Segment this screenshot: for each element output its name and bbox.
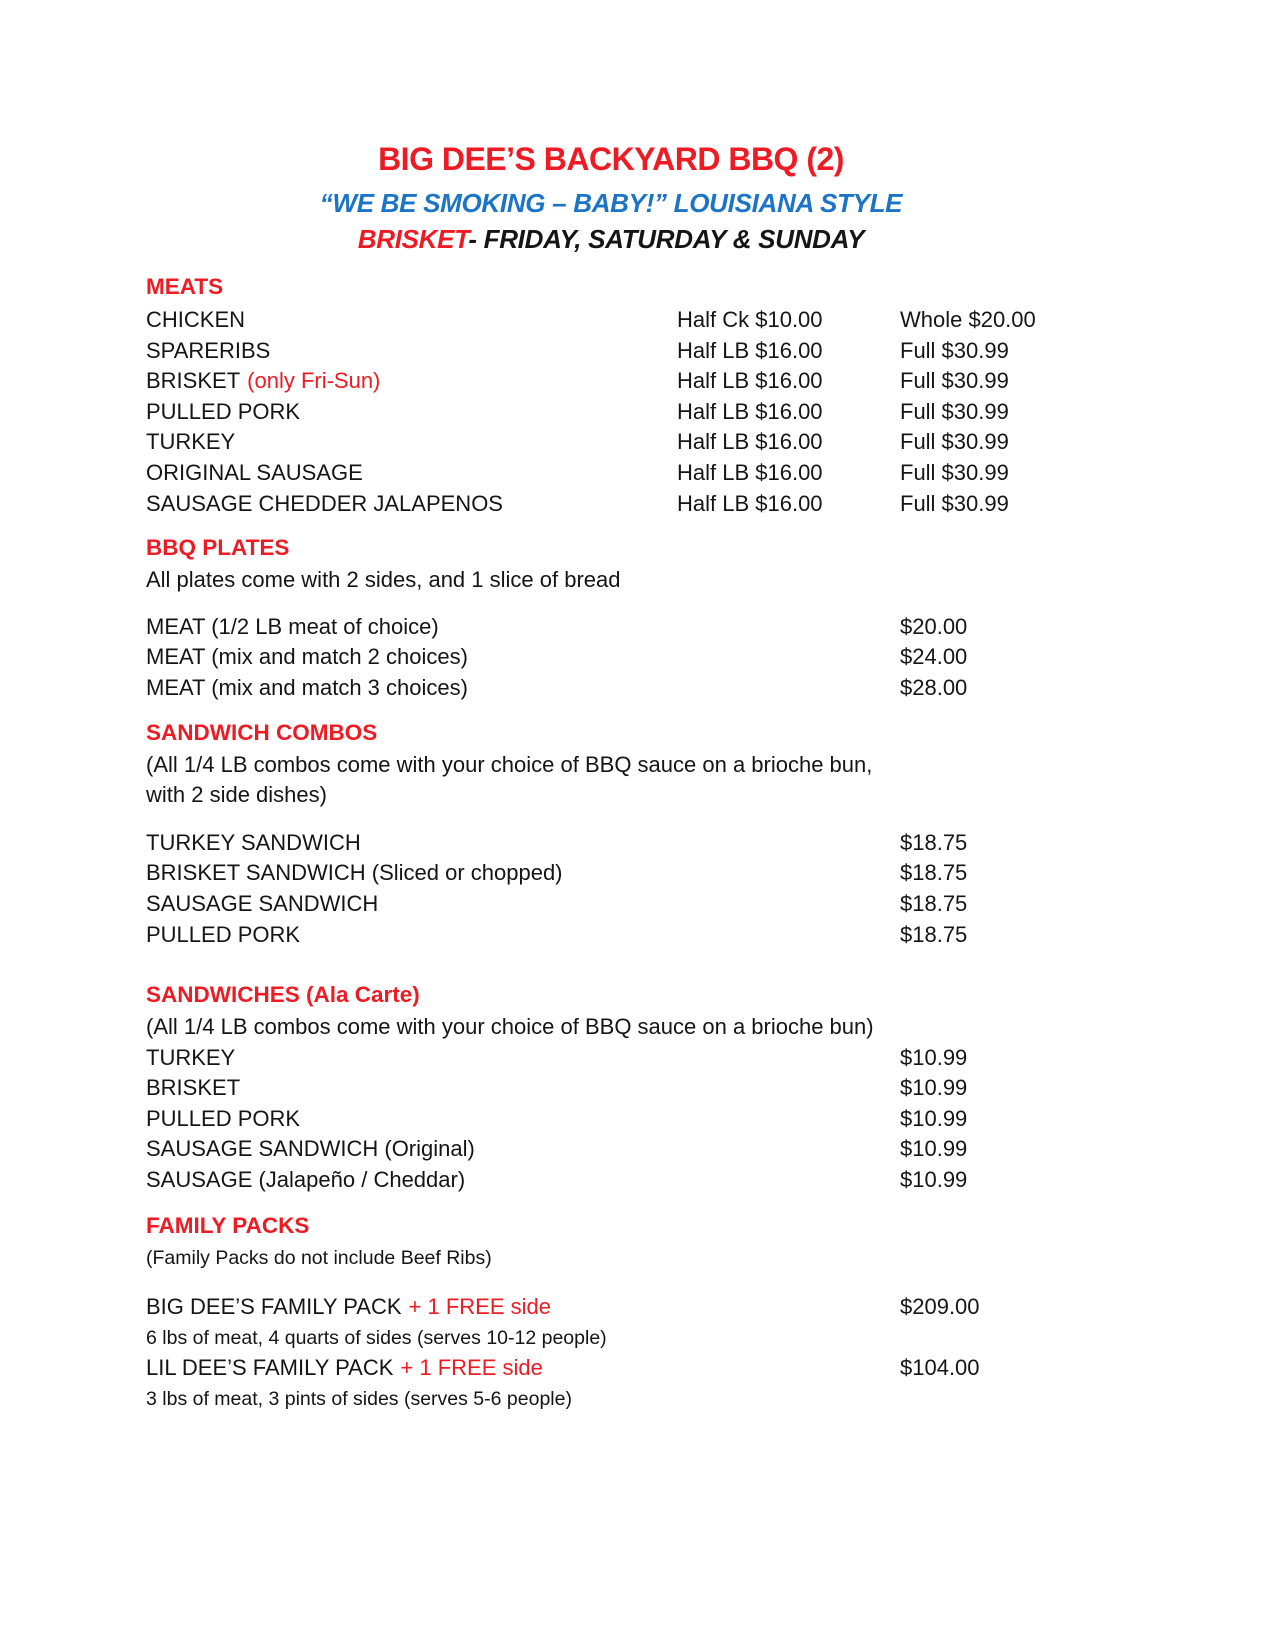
section-header: FAMILY PACKS — [146, 1212, 310, 1238]
item-name: SAUSAGE (Jalapeño / Cheddar) — [146, 1167, 466, 1193]
menu-row — [146, 1134, 1076, 1165]
item-name: PULLED PORK — [146, 1105, 301, 1131]
item-name: SAUSAGE SANDWICH (Original) — [146, 1136, 475, 1162]
menu-row — [146, 397, 1076, 428]
menu-row — [146, 458, 1076, 489]
section-sandwich-combos — [146, 721, 1076, 951]
item-price-half: Half LB $16.00 — [677, 368, 823, 394]
item-price-half: Half LB $16.00 — [677, 398, 823, 424]
item-price: $209.00 — [900, 1294, 980, 1320]
menu-row — [146, 305, 1076, 336]
item-name: MEAT (1/2 LB meat of choice) — [146, 613, 439, 639]
item-name: LIL DEE’S FAMILY PACK + 1 FREE side — [146, 1355, 543, 1381]
item-price-half: Half LB $16.00 — [677, 337, 823, 363]
section-note: All plates come with 2 sides, and 1 slice of bread — [146, 567, 621, 593]
section-note: (All 1/4 LB combos come with your choice of BBQ sauce on a brioche bun) — [146, 1014, 874, 1040]
item-price: $10.99 — [900, 1044, 968, 1070]
section-note: with 2 side dishes) — [146, 782, 327, 808]
menu-row — [146, 366, 1076, 397]
item-description: 3 lbs of meat, 3 pints of sides (serves 5-6 people) — [146, 1388, 572, 1411]
item-name: CHICKEN — [146, 307, 246, 332]
section-header: BBQ PLATES — [146, 535, 290, 561]
item-price-full: Whole $20.00 — [900, 307, 1036, 332]
menu-row — [146, 489, 1076, 520]
menu-row — [146, 427, 1076, 458]
item-description: 6 lbs of meat, 4 quarts of sides (serves 10-12 people) — [146, 1326, 607, 1349]
item-price: $18.75 — [900, 829, 968, 855]
section-note: (Family Packs do not include Beef Ribs) — [146, 1246, 492, 1269]
section-meats — [146, 275, 1076, 519]
menu-row — [146, 612, 1076, 643]
section-note: (All 1/4 LB combos come with your choice of BBQ sauce on a brioche bun, — [146, 751, 873, 777]
item-name: BRISKET — [146, 1075, 241, 1101]
item-name: BRISKET SANDWICH (Sliced or chopped) — [146, 860, 563, 886]
item-price-full: Full $30.99 — [900, 337, 1009, 363]
item-price: $28.00 — [900, 674, 968, 700]
page-subtitle: “WE BE SMOKING – BABY!” LOUISIANA STYLE — [319, 188, 903, 218]
item-name: SAUSAGE SANDWICH — [146, 890, 379, 916]
free-side-highlight: + 1 FREE side — [408, 1294, 551, 1320]
menu-row — [146, 920, 1076, 951]
item-price-half: Half LB $16.00 — [677, 459, 823, 485]
item-name: BRISKET (only Fri-Sun) — [146, 368, 381, 394]
menu-row — [146, 1073, 1076, 1104]
tagline-days: - FRIDAY, SATURDAY & SUNDAY — [468, 224, 865, 254]
item-name: TURKEY — [146, 429, 236, 455]
section-header: SANDWICHES (Ala Carte) — [146, 982, 420, 1008]
menu-row — [146, 1353, 1076, 1414]
menu-row — [146, 1043, 1076, 1074]
menu-row — [146, 858, 1076, 889]
item-price-full: Full $30.99 — [900, 490, 1009, 516]
item-name: PULLED PORK — [146, 921, 301, 947]
menu-row — [146, 1292, 1076, 1353]
item-price-full: Full $30.99 — [900, 429, 1009, 455]
item-name: MEAT (mix and match 2 choices) — [146, 644, 468, 670]
menu-row — [146, 642, 1076, 673]
item-price-half: Half LB $16.00 — [677, 429, 823, 455]
item-price: $104.00 — [900, 1355, 980, 1381]
page-title: BIG DEE’S BACKYARD BBQ (2) — [378, 141, 844, 177]
page-tagline — [146, 226, 1076, 253]
item-price: $18.75 — [900, 860, 968, 886]
section-header: SANDWICH COMBOS — [146, 719, 378, 745]
menu-row — [146, 1165, 1076, 1196]
menu-row — [146, 889, 1076, 920]
menu-row — [146, 673, 1076, 704]
item-name: MEAT (mix and match 3 choices) — [146, 674, 468, 700]
item-price: $24.00 — [900, 644, 968, 670]
item-name: SPARERIBS — [146, 337, 271, 363]
item-price-full: Full $30.99 — [900, 368, 1009, 394]
item-name: TURKEY SANDWICH — [146, 829, 361, 855]
menu-row — [146, 1104, 1076, 1135]
item-name: TURKEY — [146, 1044, 236, 1070]
item-price-half: Half Ck $10.00 — [677, 307, 823, 332]
section-bbq-plates — [146, 536, 1076, 703]
item-price: $18.75 — [900, 921, 968, 947]
item-price: $10.99 — [900, 1167, 968, 1193]
tagline-brisket: BRISKET — [357, 224, 469, 254]
item-price-half: Half LB $16.00 — [677, 490, 823, 516]
item-price: $10.99 — [900, 1075, 968, 1101]
item-name: PULLED PORK — [146, 398, 301, 424]
free-side-highlight: + 1 FREE side — [400, 1355, 543, 1381]
section-sandwiches-ala-carte — [146, 983, 1076, 1196]
item-price: $20.00 — [900, 613, 968, 639]
menu-row — [146, 828, 1076, 859]
section-family-packs — [146, 1214, 1076, 1415]
item-price: $18.75 — [900, 890, 968, 916]
item-price: $10.99 — [900, 1136, 968, 1162]
item-name: SAUSAGE CHEDDER JALAPENOS — [146, 490, 503, 516]
item-price-full: Full $30.99 — [900, 398, 1009, 424]
section-header: MEATS — [146, 274, 224, 299]
menu-row — [146, 336, 1076, 367]
item-name: ORIGINAL SAUSAGE — [146, 459, 363, 485]
item-name: BIG DEE’S FAMILY PACK + 1 FREE side — [146, 1294, 551, 1320]
item-note: (only Fri-Sun) — [247, 368, 381, 394]
item-price-full: Full $30.99 — [900, 459, 1009, 485]
item-price: $10.99 — [900, 1105, 968, 1131]
